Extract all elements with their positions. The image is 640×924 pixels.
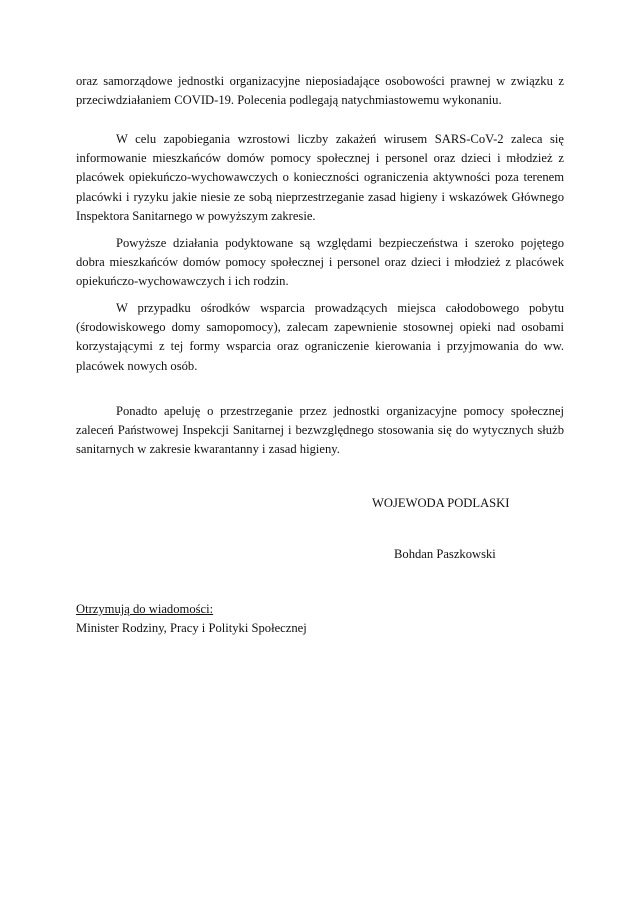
paragraph-safety-reasons: Powyższe działania podyktowane są względami bezpieczeństwa i szeroko pojętego dobra mieszkańców domów pomocy społecznej i personel oraz dzieci i młodzież z placówek opiekuńczo-wychowawczych i ich rodzin. [76, 236, 564, 289]
paragraph-intro-continuation: oraz samorządowe jednostki organizacyjne nieposiadające osobowości prawnej w związku z przeciwdziałaniem COVID-19. Polecenia podlegają natychmiastowemu wykonaniu. [76, 74, 564, 108]
signature-title: WOJEWODA PODLASKI [372, 496, 510, 510]
signature-name: Bohdan Paszkowski [394, 547, 496, 561]
recipient-item: Minister Rodziny, Pracy i Polityki Społecznej [76, 621, 307, 635]
paragraph-support-centers: W przypadku ośrodków wsparcia prowadzących miejsca całodobowego pobytu (środowiskowego domy samopomocy), zalecam zapewnienie stosownej opieki nad osobami korzystającymi z tej formy wsparcia oraz ograniczenie kierowania i przyjmowania do ww. placówek nowych osób. [76, 301, 564, 373]
recipients-list [76, 619, 307, 638]
recipients-heading: Otrzymują do wiadomości: [76, 602, 214, 616]
paragraph-infection-prevention: W celu zapobiegania wzrostowi liczby zakażeń wirusem SARS-CoV-2 zaleca się informowanie mieszkańców domów pomocy społecznej i personel oraz dzieci i młodzież z placówek opiekuńczo-wychowawczych o konieczności ograniczenia aktywności poza terenem placówki i ryzyku jakie niesie ze sobą nieprzestrzeganie zasad higieny i wskazówek Głównego Inspektora Sanitarnego w powyższym zakresie. [76, 132, 564, 223]
paragraph-sanitary-appeal: Ponadto apeluję o przestrzeganie przez jednostki organizacyjne pomocy społecznej zaleceń Państwowej Inspekcji Sanitarnej i bezwzględnego stosowania się do wytycznych służb sanitarnych w zakresie kwarantanny i zasad higieny. [76, 404, 564, 457]
